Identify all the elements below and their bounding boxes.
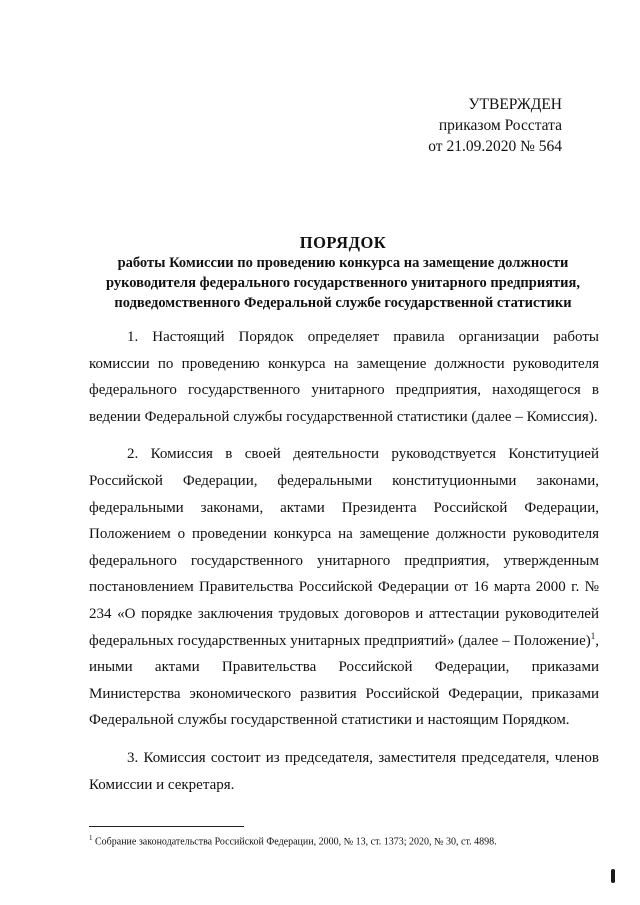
footnote-mark: 1 <box>89 834 93 842</box>
footnote-divider <box>89 826 244 827</box>
paragraph-2 <box>89 441 599 734</box>
footnote-reference: 1 <box>590 630 596 641</box>
title-line-1: работы Комиссии по проведению конкурса на замещение должности <box>117 255 569 271</box>
approval-order: приказом Росстата <box>438 117 562 134</box>
approval-stamp <box>428 94 562 157</box>
paragraph-2-text: 2. Комиссия в своей деятельности руководствуется Конституцией Российской Федерации, федеральными конституционными законами, федеральными законами, актами Президента Российской Федерации, Положением о проведении конкурса на замещение должности руководителя федерального государственного унитарного предприятия, утвержденным постановлением Правительства Российской Федерации от 16 марта 2000 г. № 234 «О порядке заключения трудовых договоров и аттестации руководителей федеральных государственных унитарных предприятий» (далее – Положение) <box>89 446 599 649</box>
approval-date: от 21.09.2020 № 564 <box>428 138 562 155</box>
scan-mark <box>611 869 615 883</box>
footnote <box>89 831 609 849</box>
paragraph-1: 1. Настоящий Порядок определяет правила организации работы комиссии по проведению конкурса на замещение должности руководителя федерального государственного унитарного предприятия, находящегося в ведении Федеральной службы государственной статистики (далее – Комиссия). <box>89 329 599 425</box>
document-title <box>82 233 604 313</box>
paragraph-3: 3. Комиссия состоит из председателя, заместителя председателя, членов Комиссии и секретаря. <box>89 749 599 793</box>
footnote-text: Собрание законодательства Российской Федерации, 2000, № 13, ст. 1373; 2020, № 30, ст. 4898. <box>92 836 497 848</box>
title-main: ПОРЯДОК <box>299 233 387 252</box>
approval-heading: УТВЕРЖДЕН <box>468 96 562 113</box>
title-line-3: подведомственного Федеральной службе государственной статистики <box>114 295 572 311</box>
document-body <box>89 324 599 809</box>
paragraph-2-text-cont: , иными актами Правительства Российской Федерации, приказами Министерства экономического развития Российской Федерации, приказами Федеральной службы государственной статистики и настоящим Порядком. <box>89 632 599 729</box>
title-line-2: руководителя федерального государственного унитарного предприятия, <box>105 275 580 291</box>
